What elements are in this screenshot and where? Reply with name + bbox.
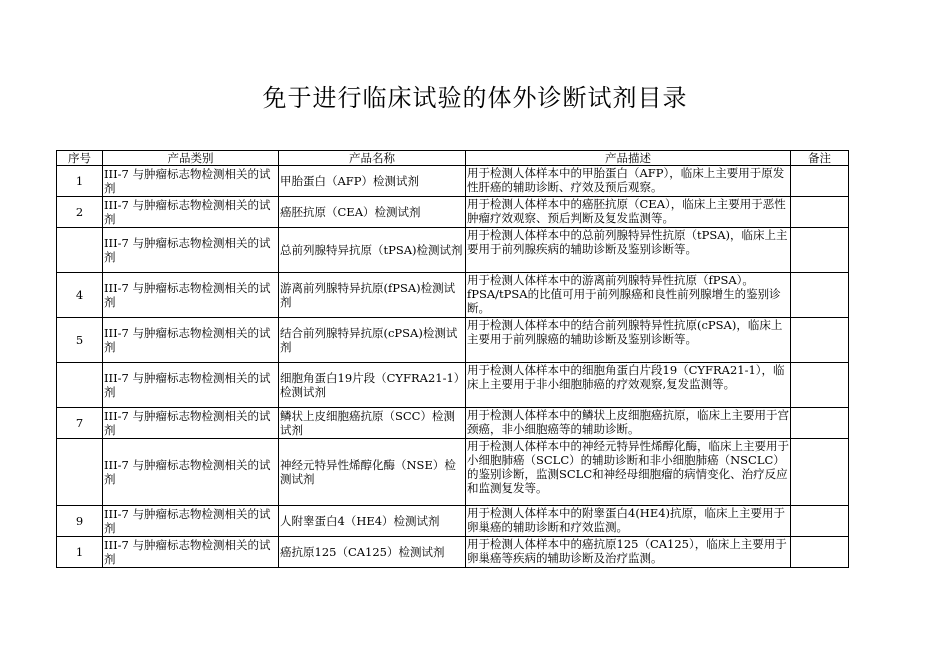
cell-description: 用于检测人体样本中的总前列腺特异性抗原（tPSA)，临床上主要用于前列腺疾病的辅助诊断及鉴别诊断等。 bbox=[466, 228, 791, 273]
cell-remark bbox=[791, 228, 849, 273]
cell-seq: 5 bbox=[57, 318, 103, 363]
header-description: 产品描述 bbox=[466, 151, 791, 166]
table-row bbox=[57, 166, 849, 197]
cell-remark bbox=[791, 318, 849, 363]
cell-name: 甲胎蛋白（AFP）检测试剂 bbox=[279, 166, 466, 197]
cell-name: 癌抗原125（CA125）检测试剂 bbox=[279, 537, 466, 568]
cell-name: 细胞角蛋白19片段（CYFRA21-1）检测试剂 bbox=[279, 363, 466, 408]
table-row bbox=[57, 439, 849, 506]
cell-remark bbox=[791, 273, 849, 318]
table-row bbox=[57, 537, 849, 568]
cell-name: 癌胚抗原（CEA）检测试剂 bbox=[279, 197, 466, 228]
cell-description: 用于检测人体样本中的结合前列腺特异性抗原(cPSA)，临床上主要用于前列腺癌的辅助诊断及鉴别诊断等。 bbox=[466, 318, 791, 363]
cell-description: 用于检测人体样本中的癌胚抗原（CEA），临床上主要用于恶性肿瘤疗效观察、预后判断及复发监测等。 bbox=[466, 197, 791, 228]
cell-remark bbox=[791, 537, 849, 568]
cell-seq bbox=[57, 228, 103, 273]
cell-description: 用于检测人体样本中的附睾蛋白4(HE4)抗原，临床上主要用于卵巢癌的辅助诊断和疗效监测。 bbox=[466, 506, 791, 537]
cell-description: 用于检测人体样本中的游离前列腺特异性抗原（fPSA）。fPSA/tPSA的比值可用于前列腺癌和良性前列腺增生的鉴别诊断。 bbox=[466, 273, 791, 318]
cell-category: III-7 与肿瘤标志物检测相关的试剂 bbox=[103, 197, 279, 228]
cell-category: III-7 与肿瘤标志物检测相关的试剂 bbox=[103, 228, 279, 273]
cell-remark bbox=[791, 408, 849, 439]
document-title: 免于进行临床试验的体外诊断试剂目录 bbox=[262, 84, 688, 112]
cell-description: 用于检测人体样本中的癌抗原125（CA125），临床上主要用于卵巢癌等疾病的辅助诊断及治疗监测。 bbox=[466, 537, 791, 568]
cell-seq bbox=[57, 439, 103, 506]
cell-name: 结合前列腺特异抗原(cPSA)检测试剂 bbox=[279, 318, 466, 363]
cell-seq: 1 bbox=[57, 537, 103, 568]
header-remark: 备注 bbox=[791, 151, 849, 166]
cell-name: 鳞状上皮细胞癌抗原（SCC）检测试剂 bbox=[279, 408, 466, 439]
table-row bbox=[57, 197, 849, 228]
cell-name: 人附睾蛋白4（HE4）检测试剂 bbox=[279, 506, 466, 537]
header-name: 产品名称 bbox=[279, 151, 466, 166]
cell-remark bbox=[791, 506, 849, 537]
cell-category: III-7 与肿瘤标志物检测相关的试剂 bbox=[103, 408, 279, 439]
cell-name: 游离前列腺特异抗原(fPSA)检测试剂 bbox=[279, 273, 466, 318]
table-row bbox=[57, 408, 849, 439]
cell-seq: 1 bbox=[57, 166, 103, 197]
cell-category: III-7 与肿瘤标志物检测相关的试剂 bbox=[103, 166, 279, 197]
cell-seq: 9 bbox=[57, 506, 103, 537]
cell-category: III-7 与肿瘤标志物检测相关的试剂 bbox=[103, 318, 279, 363]
cell-name: 总前列腺特异抗原（tPSA)检测试剂 bbox=[279, 228, 466, 273]
cell-description: 用于检测人体样本中的细胞角蛋白片段19（CYFRA21-1），临床上主要用于非小细胞肺癌的疗效观察,复发监测等。 bbox=[466, 363, 791, 408]
cell-name: 神经元特异性烯醇化酶（NSE）检测试剂 bbox=[279, 439, 466, 506]
table-row bbox=[57, 228, 849, 273]
table-row bbox=[57, 273, 849, 318]
cell-category: III-7 与肿瘤标志物检测相关的试剂 bbox=[103, 273, 279, 318]
cell-category: III-7 与肿瘤标志物检测相关的试剂 bbox=[103, 537, 279, 568]
cell-seq bbox=[57, 363, 103, 408]
cell-seq: 7 bbox=[57, 408, 103, 439]
cell-remark bbox=[791, 197, 849, 228]
cell-seq: 2 bbox=[57, 197, 103, 228]
reagent-table bbox=[56, 150, 849, 568]
header-category: 产品类别 bbox=[103, 151, 279, 166]
cell-description: 用于检测人体样本中的甲胎蛋白（AFP），临床上主要用于原发性肝癌的辅助诊断、疗效及预后观察。 bbox=[466, 166, 791, 197]
cell-remark bbox=[791, 363, 849, 408]
cell-category: III-7 与肿瘤标志物检测相关的试剂 bbox=[103, 439, 279, 506]
cell-remark bbox=[791, 166, 849, 197]
cell-description: 用于检测人体样本中的神经元特异性烯醇化酶，临床上主要用于小细胞肺癌（SCLC）的辅助诊断和非小细胞肺癌（NSCLC）的鉴别诊断，监测SCLC和神经母细胞瘤的病情变化、治疗反应和监测复发等。 bbox=[466, 439, 791, 506]
cell-category: III-7 与肿瘤标志物检测相关的试剂 bbox=[103, 506, 279, 537]
table-row bbox=[57, 318, 849, 363]
cell-seq: 4 bbox=[57, 273, 103, 318]
cell-remark bbox=[791, 439, 849, 506]
cell-description: 用于检测人体样本中的鳞状上皮细胞癌抗原，临床上主要用于宫颈癌，非小细胞癌等的辅助诊断。 bbox=[466, 408, 791, 439]
header-seq: 序号 bbox=[57, 151, 103, 166]
table-header-row bbox=[57, 151, 849, 166]
table-row bbox=[57, 363, 849, 408]
table-row bbox=[57, 506, 849, 537]
cell-category: III-7 与肿瘤标志物检测相关的试剂 bbox=[103, 363, 279, 408]
